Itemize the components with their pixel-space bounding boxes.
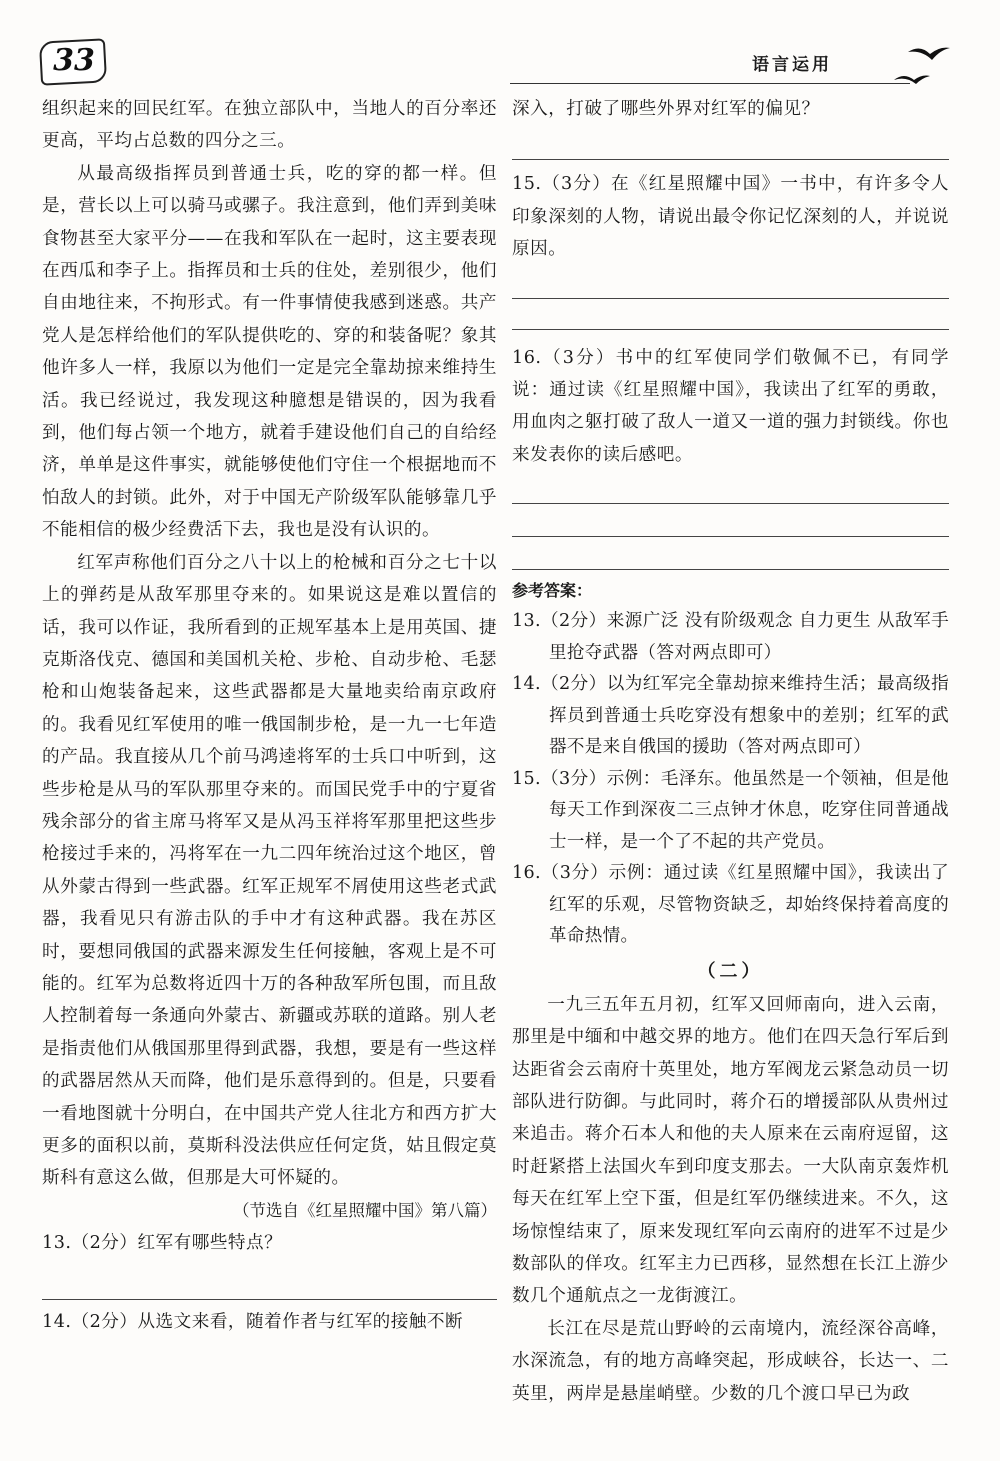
right-column bbox=[512, 93, 949, 1410]
flying-birds-icon bbox=[890, 40, 960, 90]
answer-line[interactable] bbox=[512, 569, 949, 570]
passage-paragraph: 组织起来的回民红军。在独立部队中，当地人的百分率还更高，平均占总数的四分之三。 bbox=[42, 99, 497, 152]
section-title: 语言运用 bbox=[752, 55, 832, 75]
left-column bbox=[42, 93, 497, 1339]
part-two-heading: （二） bbox=[697, 960, 764, 982]
page-number: 33 bbox=[53, 43, 95, 78]
answer-item: 15.（3分）示例：毛泽东。他虽然是一个领袖，但是他每天工作到深夜二三点钟才休息，吃穿住同普通战士一样，是一个了不起的共产党员。 bbox=[512, 768, 949, 852]
passage-paragraph: 一九三五年五月初，红军又回师南向，进入云南，那里是中缅和中越交界的地方。他们在四天急行军后到达距省会云南府十英里处，地方军阀龙云紧急动员一切部队进行防御。与此同时，蒋介石的增援部队从贵州过来追击。蒋介石本人和他的夫人原来在云南府逗留，这时赶紧搭上法国火车到印度支那去。一大队南京轰炸机每天在红军上空下蛋，但是红军仍继续进来。不久，这场惊惶结束了，原来发现红军向云南府的进军不过是少数部队的佯攻。红军主力已西移，显然想在长江上游少数几个通航点之一龙街渡江。 bbox=[512, 994, 949, 1307]
answers-title: 参考答案： bbox=[512, 581, 593, 601]
answer-line[interactable] bbox=[512, 329, 949, 330]
passage-source: （节选自《红星照耀中国》第八篇） bbox=[233, 1200, 497, 1220]
answer-item: 16.（3分）示例：通过读《红星照耀中国》，我读出了红军的乐观，尽管物资缺乏，却始终保持着高度的革命热情。 bbox=[512, 863, 949, 947]
header-divider bbox=[510, 83, 910, 84]
passage-paragraph: 从最高级指挥员到普通士兵，吃的穿的都一样。但是，营长以上可以骑马或骡子。我注意到，他们弄到美味食物甚至大家平分——在我和军队在一起时，这主要表现在西瓜和李子上。指挥员和士兵的住处，差别很少，他们自由地往来，不拘形式。有一件事情使我感到迷惑。共产党人是怎样给他们的军队提供吃的、穿的和装备呢？象其他许多人一样，我原以为他们一定是完全靠劫掠来维持生活。我已经说过，我发现这种臆想是错误的，因为我看到，他们每占领一个地方，就着手建设他们自己的自给经济，单单是这件事实，就能够使他们守住一个根据地而不怕敌人的封锁。此外，对于中国无产阶级军队能够靠几乎不能相信的极少经费活下去，我也是没有认识的。 bbox=[42, 163, 497, 541]
question-13: 13.（2分）红军有哪些特点？ bbox=[42, 1232, 283, 1253]
question-14: 14.（2分）从选文来看，随着作者与红军的接触不断 bbox=[42, 1312, 464, 1333]
answer-item: 13.（2分）来源广泛 没有阶级观念 自力更生 从敌军手里抢夺武器（答对两点即可） bbox=[512, 611, 949, 663]
question-15: 15.（3分）在《红星照耀中国》一书中，有许多令人印象深刻的人物，请说出最令你记忆深刻的人，并说说原因。 bbox=[512, 174, 949, 260]
question-14-continued: 深入，打破了哪些外界对红军的偏见？ bbox=[512, 99, 820, 119]
passage-paragraph: 红军声称他们百分之八十以上的枪械和百分之七十以上的弹药是从敌军那里夺来的。如果说这是难以置信的话，我可以作证，我所看到的正规军基本上是用英国、捷克斯洛伐克、德国和美国机关枪、步枪、自动步枪、毛瑟枪和山炮装备起来，这些武器都是大量地卖给南京政府的。我看见红军使用的唯一俄国制步枪，是一九一七年造的产品。我直接从几个前马鸿逵将军的士兵口中听到，这些步枪是从马的军队那里夺来的。而国民党手中的宁夏省残余部分的省主席马将军又是从冯玉祥将军那里把这些步枪接过手来的，冯将军在一九二四年统治过这个地区，曾从外蒙古得到一些武器。红军正规军不屑使用这些老式武器，我看见只有游击队的手中才有这种武器。我在苏区时，要想同俄国的武器来源发生任何接触，客观上是不可能的。红军为总数将近四十万的各种敌军所包围，而且敌人控制着每一条通向外蒙古、新疆或苏联的道路。别人老是指责他们从俄国那里得到武器，我想，要是有一些这样的武器居然从天而降，他们是乐意得到的。但是，只要看一看地图就十分明白，在中国共产党人往北方和西方扩大更多的面积以前，莫斯科没法供应任何定货，姑且假定莫斯科有意这么做，但那是大可怀疑的。 bbox=[42, 552, 497, 1189]
answer-line[interactable] bbox=[512, 159, 949, 160]
answer-item: 14.（2分）以为红军完全靠劫掠来维持生活；最高级指挥员到普通士兵吃穿没有想象中的差别；红军的武器不是来自俄国的援助（答对两点即可） bbox=[512, 674, 949, 758]
answer-line[interactable] bbox=[42, 1299, 497, 1300]
question-16: 16.（3分）书中的红军使同学们敬佩不已，有同学说：通过读《红星照耀中国》，我读出了红军的勇敢，用血肉之躯打破了敌人一道又一道的强力封锁线。你也来发表你的读后感吧。 bbox=[512, 347, 949, 465]
passage-paragraph: 长江在尽是荒山野岭的云南境内，流经深谷高峰，水深流急，有的地方高峰突起，形成峡谷，长达一、二英里，两岸是悬崖峭壁。少数的几个渡口早已为政 bbox=[512, 1318, 949, 1404]
page-header bbox=[0, 0, 1000, 100]
